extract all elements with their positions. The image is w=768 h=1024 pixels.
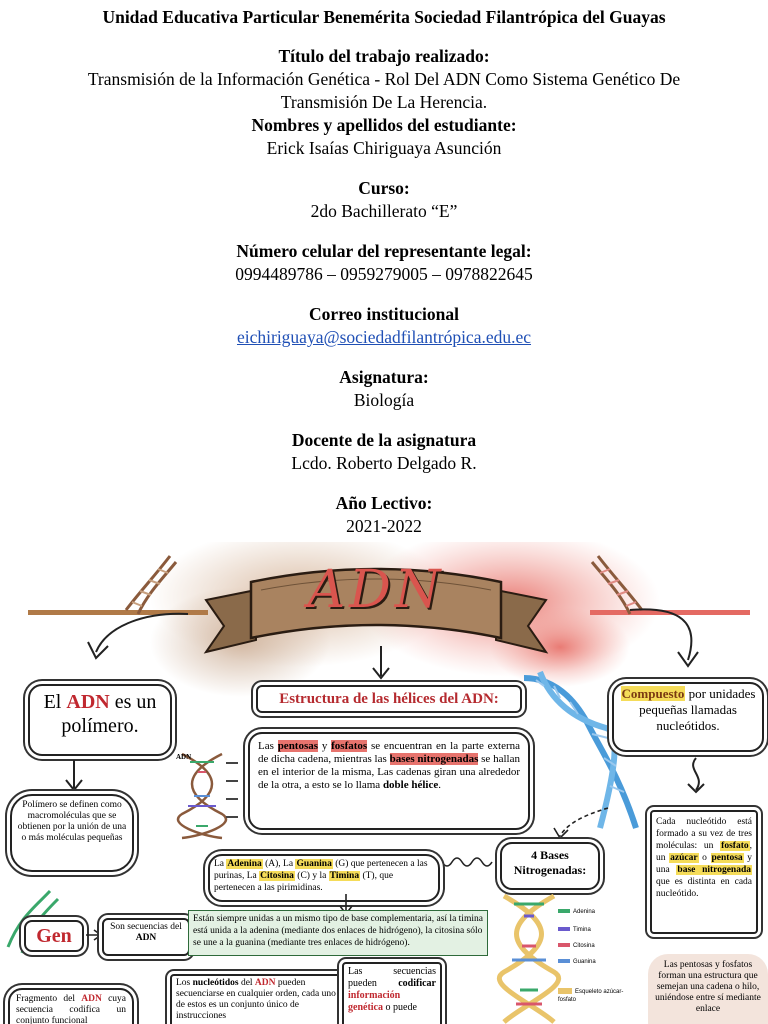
sequences-text-2: o puede <box>383 1002 417 1013</box>
year-label: Año Lectivo: <box>335 493 433 513</box>
email-label: Correo institucional <box>309 304 459 324</box>
nucleotides-text-1: Los <box>176 978 193 988</box>
nucleotide-fosfato: fosfato <box>721 841 749 851</box>
nucleotide-text-3: o <box>698 853 711 863</box>
structure-text-1: Las <box>258 740 278 752</box>
nucleotide-text-2: , un <box>656 841 752 863</box>
email-link[interactable]: eichiriguaya@sociedadfilantrópica.edu.ec <box>236 327 532 347</box>
structure-box <box>248 732 530 830</box>
year-value: 2021-2022 <box>346 516 422 536</box>
student-name: Erick Isaías Chiriguaya Asunción <box>266 138 502 158</box>
purines-text-5: (T), que pertenecen a las pirimidinas. <box>214 871 394 893</box>
squiggle-connector <box>430 852 500 872</box>
pairing-box: Están siempre unidas a un mismo tipo de base complementaria, así la timina está unida a la adenina (mediante dos enlaces de hidrógeno), la citosina sólo se une a la guanina (mediante tres enlaces de hidrógeno). <box>188 910 488 956</box>
purines-text-1: La <box>214 859 227 869</box>
structure-title: Estructura de las hélices del ADN: <box>256 685 522 713</box>
phone-value: 0994489786 – 0959279005 – 0978822645 <box>235 264 533 284</box>
purines-adenina: Adenina <box>227 859 262 869</box>
legend-guanina: Guanina <box>573 959 596 965</box>
nucleotides-word: nucleótidos <box>192 978 239 988</box>
dashed-arrow <box>548 804 618 844</box>
nucleotide-text-5: que es distinta en cada nucleótido. <box>656 877 752 899</box>
legend-citosina-swatch <box>558 943 570 947</box>
compuesto-rest: por unidades pequeñas llamadas nucleótidos. <box>639 686 756 733</box>
legend-esqueleto-swatch <box>558 988 572 994</box>
purines-text-2: (A), La <box>262 859 296 869</box>
course-value: 2do Bachillerato “E” <box>310 201 458 221</box>
nucleotide-base: base nitrogenada <box>677 865 751 875</box>
nucleotide-text-1: Cada nucleótido está formado a su vez de tres moléculas: un <box>656 817 752 851</box>
nucleotide-azucar: azúcar <box>670 853 698 863</box>
structure-doble: doble hélice <box>382 779 439 791</box>
subject-value: Biología <box>353 390 415 410</box>
structure-bases: bases nitrogenadas <box>389 753 479 765</box>
legend-citosina: Citosina <box>573 943 595 949</box>
student-label: Nombres y apellidos del estudiante: <box>251 115 517 135</box>
compuesto-box <box>612 682 764 752</box>
subject-label: Asignatura: <box>339 367 429 387</box>
nucleotides-text-3: pueden secuenciarse en cualquier orden, cada uno de estos es un conjunto único de instrucciones <box>176 978 336 1021</box>
title-line-1: Transmisión de la Información Genética - Rol Del ADN Como Sistema Genético De <box>87 69 681 89</box>
dna-diagram-label: ADN <box>176 753 192 761</box>
nucleotide-text-4: y una <box>656 853 753 875</box>
school-name: Unidad Educativa Particular Benemérita Sociedad Filantrópica del Guayas <box>102 7 666 27</box>
polymer-adn: ADN <box>66 691 110 713</box>
course-label: Curso: <box>358 178 410 198</box>
phone-label: Número celular del representante legal: <box>236 241 532 261</box>
purines-text-4: (C) y la <box>294 871 329 881</box>
legend-guanina-swatch <box>558 959 570 963</box>
teacher-value: Lcdo. Roberto Delgado R. <box>291 453 477 473</box>
nucleotides-text-2: del <box>238 978 255 988</box>
arrow-polymer <box>60 758 90 798</box>
nucleotides-box <box>170 974 350 1024</box>
purines-timina: Timina <box>329 871 360 881</box>
sequences-codificar: codificar <box>398 978 436 989</box>
banner-title: ADN <box>307 560 445 620</box>
purines-citosina: Citosina <box>260 871 294 881</box>
nucleotide-pentosa: pentosa <box>711 853 743 863</box>
compuesto-word: Compuesto <box>621 686 685 701</box>
polymer-post: es un polímero. <box>61 691 157 737</box>
gen-def-adn: ADN <box>135 933 157 943</box>
polymer-pre: El <box>43 691 67 713</box>
legend-timina: Timina <box>573 927 591 933</box>
sequences-text-1: Las secuencias pueden <box>348 966 436 989</box>
structure-fosfatos: fosfatos <box>331 740 368 752</box>
structure-text-2: y <box>318 740 332 752</box>
arrow-compuesto <box>676 756 716 796</box>
legend-esqueleto: Esqueleto azúcar-fosfato <box>558 989 624 1003</box>
polymer-box <box>28 684 172 756</box>
title-line-2: Transmisión De La Herencia. <box>280 92 488 112</box>
fragment-box <box>8 988 134 1024</box>
purines-box <box>208 854 440 902</box>
purines-guanina: Guanina <box>296 859 332 869</box>
color-dna-helix <box>494 894 564 1024</box>
polymer-definition: Polímero se definen como macromoléculas que se obtienen por la unión de una o más moléculas pequeñas <box>10 794 134 872</box>
legend-timina-swatch <box>558 927 570 931</box>
legend-adenina-swatch <box>558 909 570 913</box>
fragment-text-1: Fragmento del <box>16 994 82 1004</box>
dna-structure-diagram <box>172 750 242 840</box>
gen-label: Gen <box>24 920 84 952</box>
gen-def-text: Son secuencias del <box>110 922 182 932</box>
dna-poster <box>0 542 768 1024</box>
structure-text-4: se hallan en el interior de la misma, Las cadenas giran una alrededor de la otra, a esto se lo llama <box>258 753 520 791</box>
nucleotides-adn: ADN <box>254 978 276 988</box>
fragment-adn: ADN <box>81 994 102 1004</box>
fragment-text-2: cuya secuencia codifica un conjunto funcional <box>16 994 126 1024</box>
pentose-box: Las pentosas y fosfatos forman una estructura que semejan una cadena o hilo, uniéndose entre sí mediante enlace <box>648 954 768 1024</box>
sequences-box <box>342 962 442 1024</box>
structure-pentosas: pentosas <box>277 740 319 752</box>
arrow-gen <box>84 928 104 942</box>
structure-text-3: se encuentran en la parte externa de dicha cadena, mientras las <box>258 740 521 765</box>
bases-title: 4 Bases Nitrogenadas: <box>500 842 600 890</box>
structure-text-5: . <box>438 779 441 791</box>
sequences-info: información genética <box>348 990 401 1013</box>
legend-adenina: Adenina <box>573 909 596 915</box>
purines-text-3: (G) que pertenecen a las purinas, La <box>214 859 428 881</box>
arrow-center <box>366 644 396 684</box>
teacher-label: Docente de la asignatura <box>291 430 477 450</box>
arrow-left <box>78 608 198 668</box>
nucleotide-box <box>650 810 758 934</box>
gen-definition <box>102 918 190 956</box>
title-label: Título del trabajo realizado: <box>278 46 490 66</box>
